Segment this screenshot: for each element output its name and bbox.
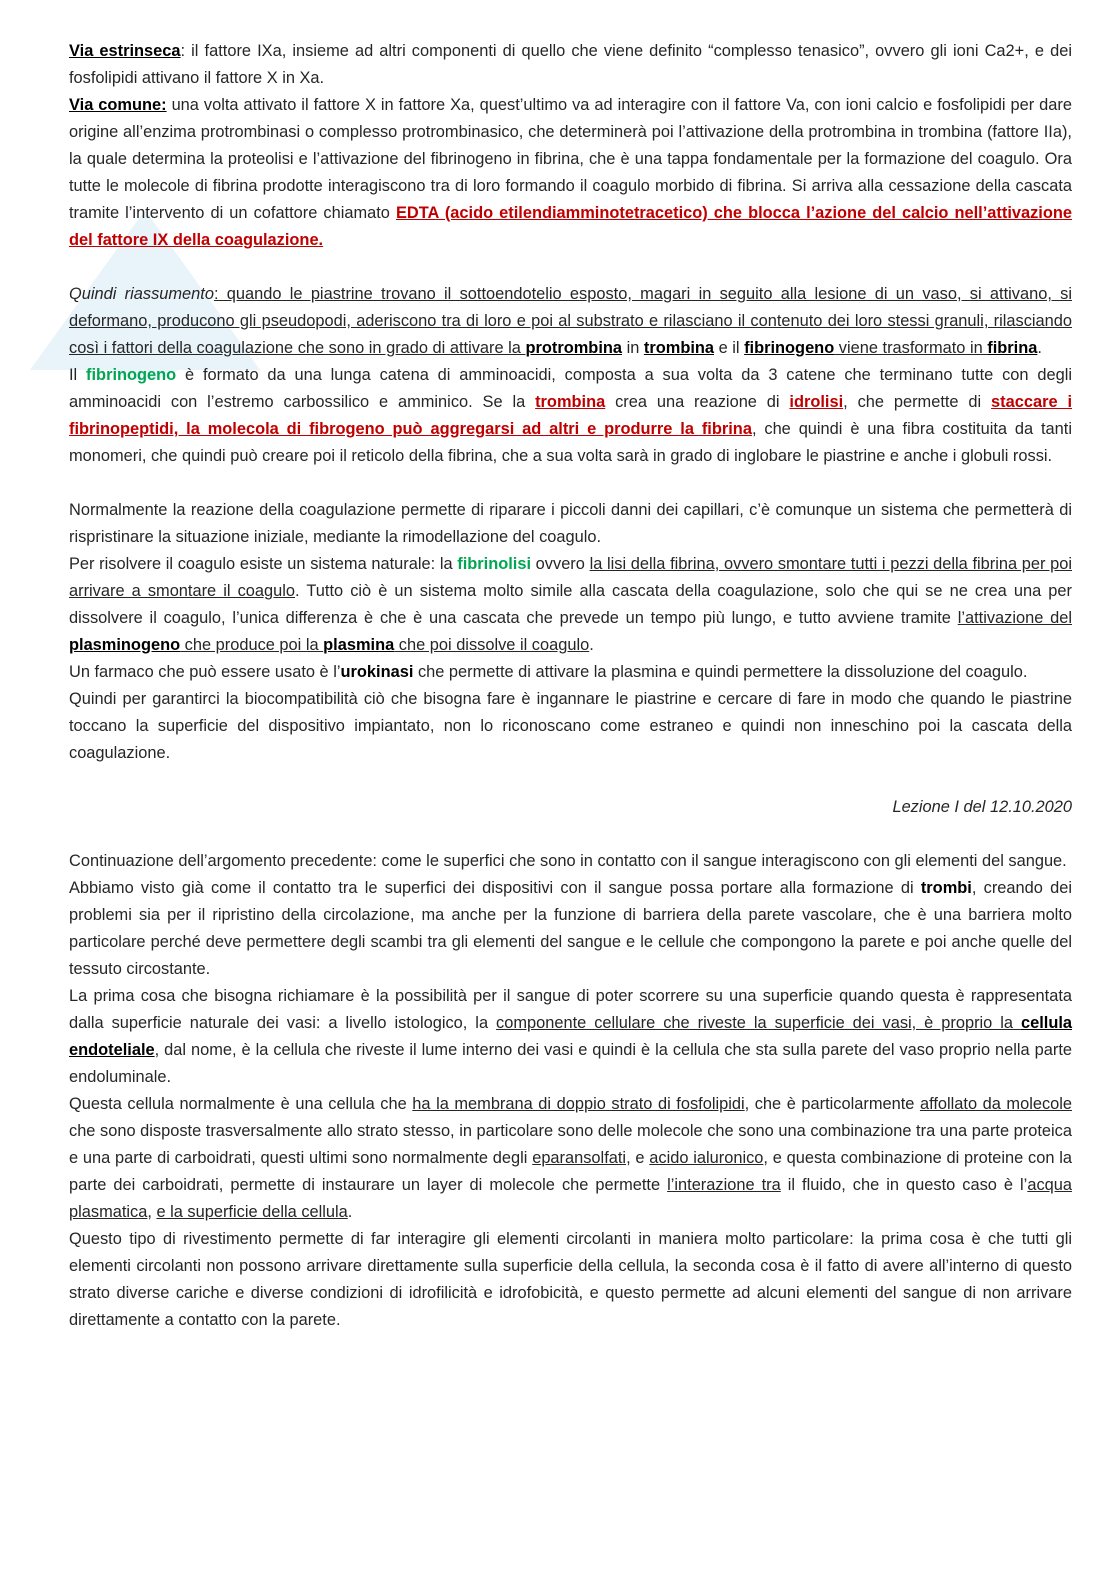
spacer [69,767,1072,794]
paragraph-via-comune: Via comune: una volta attivato il fattore X in fattore Xa, quest’ultimo va ad interagire con il fattore Va, con ioni calcio e fosfolipidi per dare origine all’enzima protrombinasi o complesso protrombinasico, che determinerà poi l’attivazione della protrombina in trombina (fattore IIa), la quale determina la proteolisi e l’attivazione del fibrinogeno in fibrina, che è una tappa fondamentale per la formazione del coagulo. Ora tutte le molecole di fibrina prodotte interagiscono tra di loro formando il coagulo morbido di fibrina. Si arriva alla cessazione della cascata tramite l’intervento di un cofattore chiamato EDTA (acido etilendiamminotetracetico) che blocca l’azione del calcio nell’attivazione del fattore IX della coagulazione. [69,96,1072,249]
paragraph-biocompatibilita: Quindi per garantirci la biocompatibilità ciò che bisogna fare è ingannare le piastrine e cercare di fare in modo che quando le piastrine toccano la superficie del dispositivo impiantato, non lo riconoscano come estraneo e quindi non inneschino poi la cascata della coagulazione. [69,690,1072,762]
spacer [69,470,1072,497]
paragraph-membrana: Questa cellula normalmente è una cellula che ha la membrana di doppio strato di fosfolipidi, che è particolarmente affollato da molecole che sono disposte trasversalmente allo strato stesso, in particolare sono delle molecole che sono una combinazione tra una parte proteica e una parte di carboidrati, questi ultimi sono normalmente degli eparansolfati, e acido ialuronico, e questa combinazione di proteine con la parte dei carboidrati, permette di instaurare un layer di molecole che permette l’interazione tra il fluido, che in questo caso è l’acqua plasmatica, e la superficie della cellula. [69,1095,1073,1221]
paragraph-trombi: Abbiamo visto già come il contatto tra le superfici dei dispositivi con il sangue possa portare alla formazione di trombi, creando dei problemi sia per il ripristino della circolazione, ma anche per la funzione di barriera della parete vascolare, che è una barriera molto particolare perché deve permettere degli scambi tra gli elementi del sangue e le cellule che compongono la parete e poi anche quelle del tessuto circostante. [69,879,1072,978]
paragraph-fibrinolisi: Per risolvere il coagulo esiste un sistema naturale: la fibrinolisi ovvero la lisi della fibrina, ovvero smontare tutti i pezzi della fibrina per poi arrivare a smontare il coagulo. Tutto ciò è un sistema molto simile alla cascata della coagulazione, solo che qui se ne crea una per dissolvere il coagulo, l’unica differenza è che è una cascata che prevede un tempo più lungo, e tutto avviene tramite l’attivazione del plasminogeno che produce poi la plasmina che poi dissolve il coagulo. [69,555,1072,654]
paragraph-endoteliale: La prima cosa che bisogna richiamare è la possibilità per il sangue di poter scorrere su una superficie quando questa è rappresentata dalla superficie naturale dei vasi: a livello istologico, la componente cellulare che riveste la superficie dei vasi, è proprio la cellula endoteliale, dal nome, è la cellula che riveste il lume interno dei vasi e quindi è la cellula che sta sulla parete del vaso proprio nella parte endoluminale. [69,987,1073,1086]
highlight-edta: EDTA (acido etilendiamminotetracetico) che blocca l’azione del calcio nell’attivazione del fattore IX della coagulazione. [69,204,1072,249]
lesson-date: Lezione I del 12.10.2020 [892,798,1072,816]
paragraph-rivestimento: Questo tipo di rivestimento permette di far interagire gli elementi circolanti in maniera molto particolare: la prima cosa è che tutti gli elementi circolanti non possono arrivare direttamente sulla superficie della cellula, la seconda cosa è il fatto di avere all’interno di questo strato diverse cariche e diverse condizioni di idrofilicità e idrofobicità, e questo permette ad alcuni elementi del sangue di non arrivare direttamente a contatto con la parete. [69,1230,1072,1329]
paragraph-via-estrinseca: Via estrinseca: il fattore IXa, insieme ad altri componenti di quello che viene definito “complesso tenasico”, ovvero gli ioni Ca2+, e dei fosfolipidi attivano il fattore X in Xa. [69,42,1072,87]
paragraph-fibrinogeno: Il fibrinogeno è formato da una lunga catena di amminoacidi, composta a sua volta da 3 catene che terminano tutte con degli amminoacidi con l’estremo carbossilico e amminico. Se la trombina crea una reazione di idrolisi, che permette di staccare i fibrinopeptidi, la molecola di fibrogeno può aggregarsi ad altri e produrre la fibrina, che quindi è una fibra costituita da tanti monomeri, che quindi può creare poi il reticolo della fibrina, che a sua volta sarà in grado di inglobare le piastrine e anche i globuli rossi. [69,366,1072,465]
paragraph-normalmente: Normalmente la reazione della coagulazione permette di riparare i piccoli danni dei capillari, c’è comunque un sistema che permetterà di rispristinare la situazione iniziale, mediante la rimodellazione del coagulo. [69,501,1072,546]
document-page [69,38,1072,1334]
paragraph-continuazione: Continuazione dell’argomento precedente: come le superfici che sono in contatto con il sangue interagiscono con gli elementi del sangue. [69,852,1067,870]
spacer [69,821,1072,848]
spacer [69,254,1072,281]
paragraph-riassunto: Quindi riassumento: quando le piastrine trovano il sottoendotelio esposto, magari in seguito alla lesione di un vaso, si attivano, si deformano, producono gli pseudopodi, aderiscono tra di loro e poi al substrato e rilasciano il contenuto dei loro stessi granuli, rilasciando così i fattori della coagulazione che sono in grado di attivare la protrombina in trombina e il fibrinogeno viene trasformato in fibrina. [69,285,1072,357]
paragraph-urokinasi: Un farmaco che può essere usato è l’urokinasi che permette di attivare la plasmina e quindi permettere la dissoluzione del coagulo. [69,663,1028,681]
term-via-estrinseca: Via estrinseca [69,42,181,60]
term-via-comune: Via comune: [69,96,167,114]
